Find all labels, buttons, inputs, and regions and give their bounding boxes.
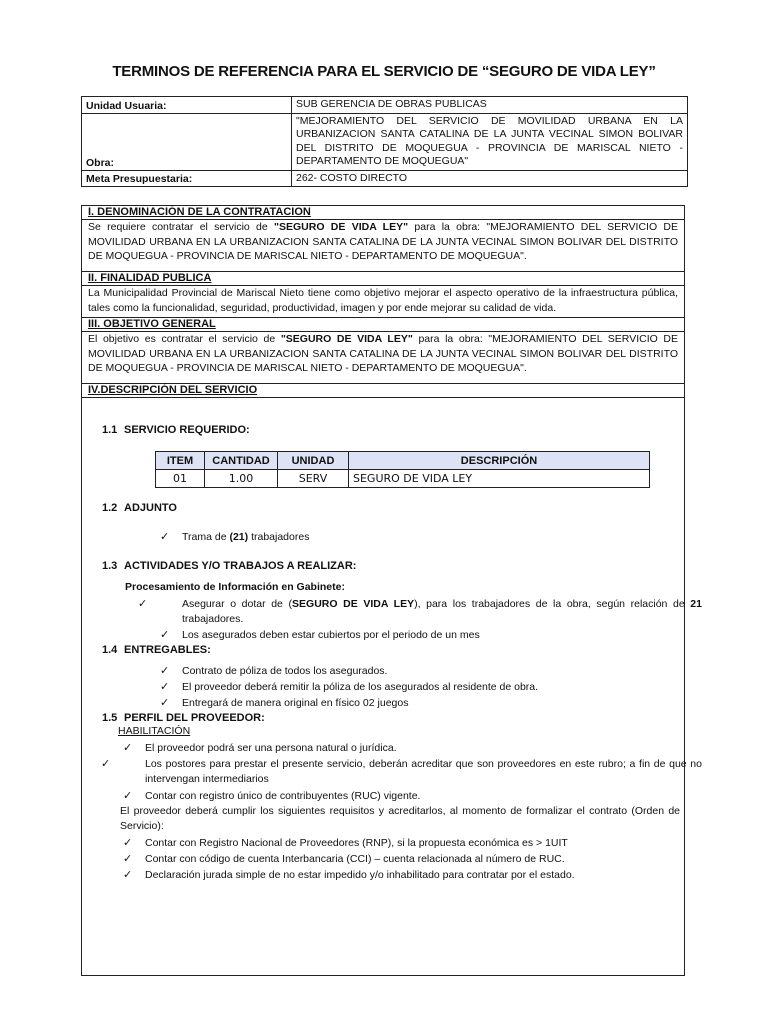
entregable-text: Contrato de póliza de todos los asegurados. [182,665,388,677]
col-item: ITEM [156,452,205,470]
check-icon: ✓ [138,597,148,610]
subsection-number: 1.3 [102,560,118,572]
check-icon: ✓ [160,530,170,543]
check-icon: ✓ [123,868,133,881]
habilitacion-text: Contar con registro único de contribuyentes (RUC) vigente. [145,790,421,802]
subsection-number: 1.1 [102,424,118,436]
habilitacion-item [123,740,397,756]
subsection-1-3 [102,560,356,572]
section-2-title: II. FINALIDAD PUBLICA [82,272,684,286]
adjunto-text: Trama de [182,531,230,543]
check-icon: ✓ [123,741,133,754]
table-row [82,113,688,170]
habilitacion-text: El proveedor podrá ser una persona natural o jurídica. [145,742,397,754]
check-icon: ✓ [160,664,170,677]
entregable-item [160,663,387,679]
table-row [82,97,688,114]
requisito-text: Contar con código de cuenta Interbancaria (CCI) – cuenta relacionada al número de RUC. [145,853,565,865]
obra-value: "MEJORAMIENTO DEL SERVICIO DE MOVILIDAD URBANA EN LA URBANIZACION SANTA CATALINA DE LA JUNTA VECINAL SIMON BOLIVAR DEL DISTRITO DE MOQUEGUA - PROVINCIA DE MARISCAL NIETO - DEPARTAMENTO DE MOQUEGUA" [292,113,688,170]
cell-unidad: SERV [278,470,349,488]
activity-count: 21 [690,598,702,610]
requisitos-intro: El proveedor deberá cumplir los siguientes requisitos y acreditarlos, al momento de formalizar el contrato (Orden de Servicio): [120,805,680,832]
cell-item: 01 [156,470,205,488]
unidad-value: SUB GERENCIA DE OBRAS PUBLICAS [292,97,688,114]
meta-label: Meta Presupuestaria: [82,170,292,187]
entregable-item [160,679,538,695]
section-3-body [82,332,684,384]
check-icon: ✓ [123,789,133,802]
activity-item [138,596,702,627]
requisito-item [123,851,565,867]
table-row [82,170,688,187]
items-table [155,451,650,488]
entregable-text: Entregará de manera original en físico 02 juegos [182,697,409,709]
col-unidad: UNIDAD [278,452,349,470]
section-3-text: El objetivo es contratar el servicio de [88,333,281,345]
activity-bold: SEGURO DE VIDA LEY [292,598,415,610]
check-icon: ✓ [101,757,111,770]
requisito-text: Declaración jurada simple de no estar impedido y/o inhabilitado para contratar por el estado. [145,869,575,881]
col-descripcion: DESCRIPCIÓN [349,452,650,470]
subsection-number: 1.5 [102,712,118,724]
meta-value: 262- COSTO DIRECTO [292,170,688,187]
subsection-label: PERFIL DEL PROVEEDOR: [124,712,265,724]
requisito-text: Contar con Registro Nacional de Proveedores (RNP), si la propuesta económica es > 1UIT [145,837,568,849]
adjunto-count: (21) [229,531,249,543]
table-row [156,470,650,488]
requisito-item [123,867,575,883]
habilitacion-text: Los postores para prestar el presente servicio, deberán acreditar que son proveedores en este rubro; a fin de que no intervengan intermediarios [145,758,702,785]
cell-descripcion: SEGURO DE VIDA LEY [349,470,650,488]
habilitacion-item [123,788,420,804]
subsection-1-4 [102,644,211,656]
habilitacion-item [101,756,702,787]
section-1-body [82,220,684,272]
header-table [81,96,688,187]
adjunto-text-rest: trabajadores [248,531,310,543]
check-icon: ✓ [160,696,170,709]
section-1-text-rest: para la obra: "MEJORAMIENTO DEL SERVICIO DE MOVILIDAD URBANA EN LA URBANIZACION SANTA CATALINA DE LA JUNTA VECINAL SIMON BOLIVAR DEL DISTRITO DE MOQUEGUA - PROVINCIA DE MARISCAL NIETO - DEPARTAMENTO DE MOQUEGUA". [88,221,679,262]
section-4-title: IV.DESCRIPCIÓN DEL SERVICIO [82,384,684,398]
entregable-item [160,695,408,711]
document-title: TERMINOS DE REFERENCIA PARA EL SERVICIO DE “SEGURO DE VIDA LEY” [112,63,656,80]
subsection-number: 1.2 [102,502,118,514]
section-3-text-rest: para la obra: "MEJORAMIENTO DEL SERVICIO DE MOVILIDAD URBANA EN LA URBANIZACION SANTA CATALINA DE LA JUNTA VECINAL SIMON BOLIVAR DEL DISTRITO DE MOQUEGUA - PROVINCIA DE MARISCAL NIETO - DEPARTAMENTO DE MOQUEGUA". [88,333,678,374]
subsection-label: ADJUNTO [124,502,177,514]
habilitacion-heading: HABILITACIÓN [118,725,191,737]
subsection-label: ACTIVIDADES Y/O TRABAJOS A REALIZAR: [124,560,357,572]
unidad-label: Unidad Usuaria: [82,97,292,114]
section-1-text: Se requiere contratar el servicio de [88,221,275,233]
subsection-1-5 [102,712,265,724]
section-1-bold: "SEGURO DE VIDA LEY" [274,221,409,233]
check-icon: ✓ [160,680,170,693]
activity-text: Asegurar o dotar de ( [182,598,293,610]
check-icon: ✓ [123,836,133,849]
activity-text-mid: ), para los trabajadores de la obra, según relación de [414,598,691,610]
subsection-1-2 [102,502,177,514]
subsection-1-1 [102,424,250,436]
entregable-text: El proveedor deberá remitir la póliza de los asegurados al residente de obra. [182,681,539,693]
section-3-bold: "SEGURO DE VIDA LEY" [280,333,413,345]
section-1-title: I. DENOMINACIÓN DE LA CONTRATACION [82,206,684,220]
activity-text-rest: trabajadores. [182,613,244,625]
section-2-body: La Municipalidad Provincial de Mariscal Nieto tiene como objetivo mejorar el aspecto operativo de la infraestructura pública, tales como la funcionalidad, seguridad, productividad, imagen y por ende mejorar su calidad de vida. [82,286,684,318]
procesamiento-heading: Procesamiento de Información en Gabinete: [125,581,345,593]
adjunto-item [160,529,309,545]
check-icon: ✓ [160,628,170,641]
col-cantidad: CANTIDAD [205,452,278,470]
check-icon: ✓ [123,852,133,865]
subsection-label: ENTREGABLES: [124,644,211,656]
requisito-item [123,835,568,851]
obra-label: Obra: [82,113,292,170]
cell-cantidad: 1.00 [205,470,278,488]
activity-item [160,627,480,643]
section-3-title: III. OBJETIVO GENERAL [82,318,684,332]
subsection-number: 1.4 [102,644,118,656]
subsection-label: SERVICIO REQUERIDO: [124,424,250,436]
activity-text: Los asegurados deben estar cubiertos por el periodo de un mes [182,629,480,641]
table-header-row [156,452,650,470]
